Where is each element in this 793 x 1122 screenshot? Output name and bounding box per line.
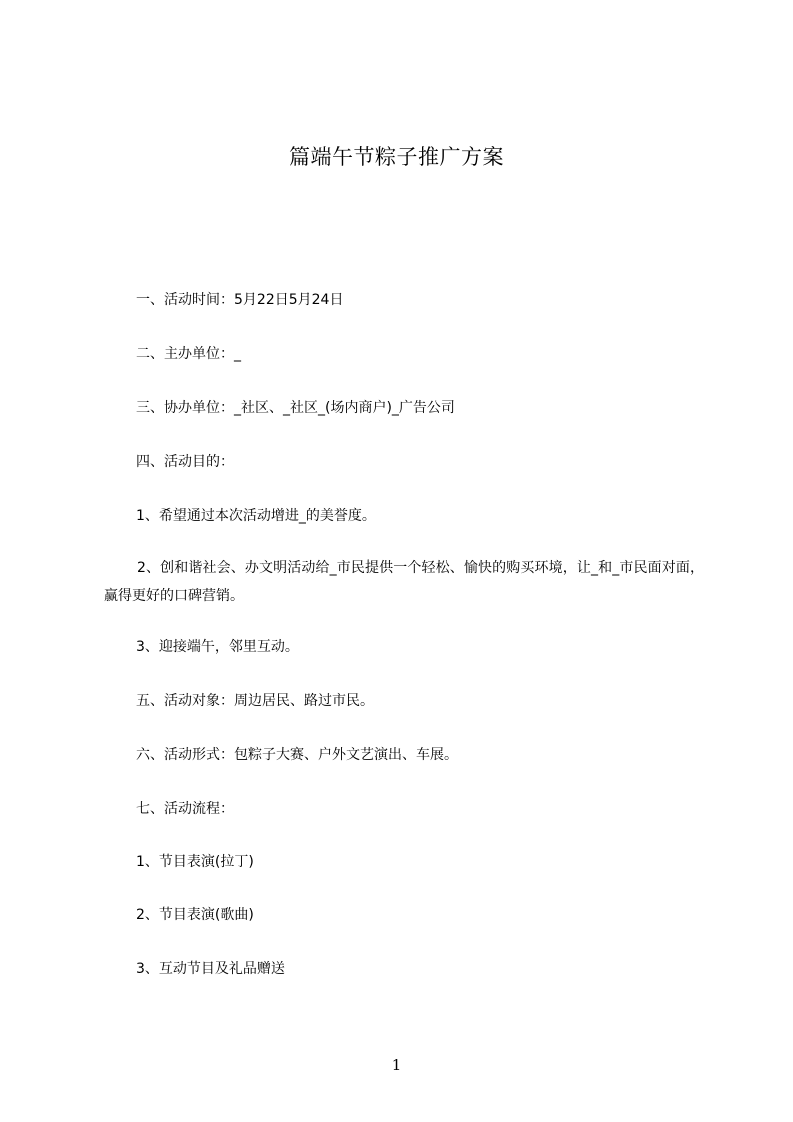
paragraph-purpose-2: 2、创和谐社会、办文明活动给_市民提供一个轻松、愉快的购买环境，让_和_市民面对面，赢得更好的口碑营销。 [104, 560, 704, 604]
page-number: 1 [391, 1056, 402, 1074]
paragraph-process-heading: 七、活动流程： [136, 801, 234, 817]
paragraph-purpose-1: 1、希望通过本次活动增进_的美誉度。 [136, 508, 376, 524]
paragraph-organizer: 二、主办单位：_ [136, 346, 241, 362]
paragraph-process-3: 3、互动节目及礼品赠送 [136, 961, 285, 977]
paragraph-purpose-heading: 四、活动目的： [136, 454, 234, 470]
paragraph-activity-format: 六、活动形式：包粽子大赛、户外文艺演出、车展。 [136, 747, 458, 763]
paragraph-process-1: 1、节目表演(拉丁) [136, 854, 254, 870]
paragraph-process-2: 2、节目表演(歌曲) [136, 907, 254, 923]
document-title: 篇端午节粽子推广方案 [289, 145, 504, 169]
paragraph-co-organizer: 三、协办单位：_社区、_社区_(场内商户)_广告公司 [136, 400, 455, 416]
paragraph-target-audience: 五、活动对象：周边居民、路过市民。 [136, 693, 374, 709]
paragraph-activity-time: 一、活动时间：5月22日5月24日 [136, 292, 344, 308]
paragraph-purpose-3: 3、迎接端午，邻里互动。 [136, 639, 299, 655]
